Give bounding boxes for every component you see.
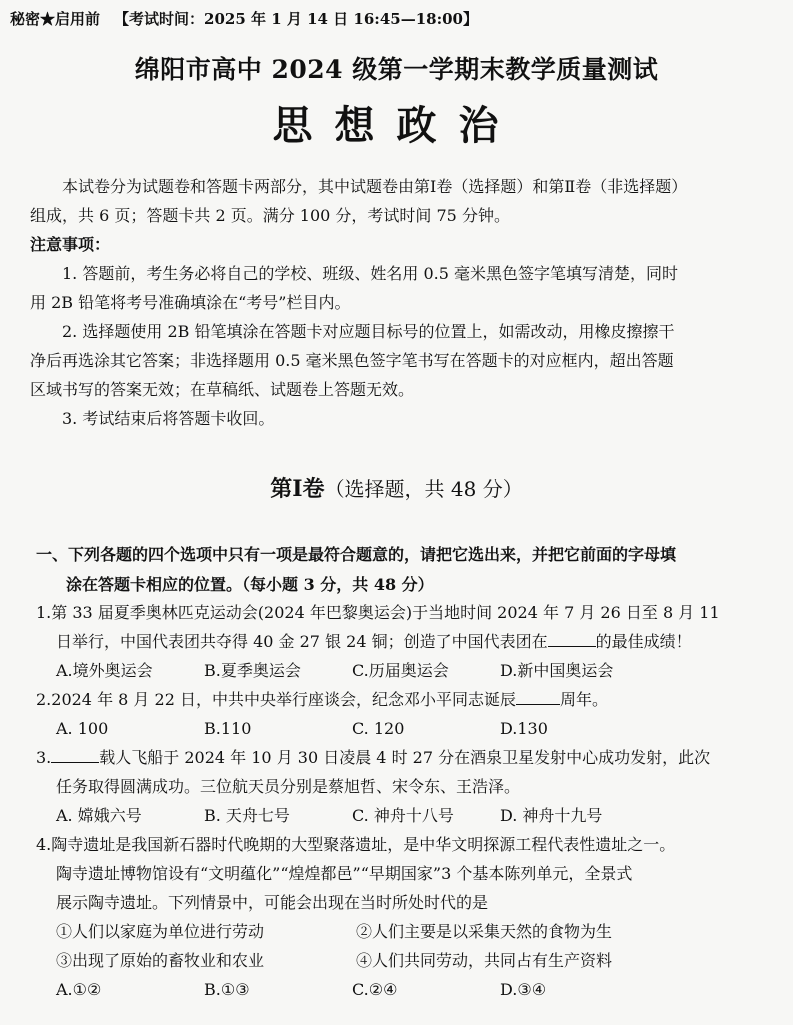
answer-blank [51,748,99,763]
option-a: A.①② [56,980,102,999]
options-row [36,714,776,743]
notes-title: 注意事项： [30,235,111,254]
option-c: C. 120 [352,719,405,738]
option-a: A.境外奥运会 [56,661,153,680]
question-stem: 4.陶寺遗址是我国新石器时代晚期的大型聚落遗址，是中华文明探源工程代表性遗址之一。 [36,835,676,854]
question-stem: 陶寺遗址博物馆设有“文明蕴化”“煌煌都邑”“早期国家”3 个基本陈列单元，全景式 [56,864,633,883]
question-stem: 任务取得圆满成功。三位航天员分别是蔡旭哲、宋令东、王浩泽。 [56,777,521,796]
option-c: C.②④ [352,980,398,999]
note-2: 2. 选择题使用 2B 铅笔填涂在答题卡对应题目标号的位置上，如需改动，用橡皮擦擦干 [62,322,675,341]
intro-line: 本试卷分为试题卷和答题卡两部分，其中试题卷由第Ⅰ卷（选择题）和第Ⅱ卷（非选择题） [62,177,688,196]
options-row [36,975,776,1004]
part-instructions [36,540,776,600]
answer-blank [548,632,596,647]
option-c: C. 神舟十八号 [352,806,454,825]
statement-2: ②人们主要是以采集天然的食物为生 [356,922,613,941]
note-2-cont: 净后再选涂其它答案；非选择题用 0.5 毫米黑色签字笔书写在答题卡的对应框内，超出答题 [30,351,674,370]
exam-time: 【考试时间：2025 年 1 月 14 日 16:45—18:00】 [114,10,478,28]
options-row [36,801,776,830]
option-b: B. 天舟七号 [204,806,290,825]
question-2 [36,685,776,743]
option-d: D. 神舟十九号 [500,806,603,825]
option-a: A. 100 [56,719,109,738]
option-d: D.130 [500,719,548,738]
statement-4: ④人们共同劳动，共同占有生产资料 [356,951,613,970]
statement-3: ③出现了原始的畜牧业和农业 [56,951,265,970]
statement-1: ①人们以家庭为单位进行劳动 [56,922,265,941]
option-d: D.③④ [500,980,547,999]
statement-list [36,917,776,975]
note-2-cont: 区域书写的答案无效；在草稿纸、试题卷上答题无效。 [30,380,415,399]
note-1: 1. 答题前，考生务必将自己的学校、班级、姓名用 0.5 毫米黑色签字笔填写清楚，同时 [62,264,678,283]
question-4 [36,830,776,1004]
question-stem: 3. 载人飞船于 2024 年 10 月 30 日凌晨 4 时 27 分在酒泉卫星发射中心成功发射，此次 [36,748,711,767]
option-c: C.历届奥运会 [352,661,449,680]
part-line: 一、下列各题的四个选项中只有一项是最符合题意的，请把它选出来，并把它前面的字母填 [36,545,677,564]
question-3 [36,743,776,830]
section-title [0,472,793,503]
question-stem: 1.第 33 届夏季奥林匹克运动会(2024 年巴黎奥运会)于当地时间 2024 年 7 月 26 日至 8 月 11 [36,603,720,622]
secret-label: 秘密★启用前 [10,10,101,28]
option-b: B.①③ [204,980,250,999]
note-1-cont: 用 2B 铅笔将考号准确填涂在“考号”栏目内。 [30,293,351,312]
question-stem: 日举行，中国代表团共夺得 40 金 27 银 24 铜；创造了中国代表团在 的最佳成绩！ [56,632,692,651]
option-d: D.新中国奥运会 [500,661,614,680]
subject-title: 思想政治 [272,102,521,149]
section-name: 第Ⅰ卷 [270,476,325,502]
question-stem: 展示陶寺遗址。下列情景中，可能会出现在当时所处时代的是 [56,893,489,912]
part-line: 涂在答题卡相应的位置。（每小题 3 分，共 48 分） [66,575,434,594]
options-row [36,656,776,685]
answer-blank [516,690,560,705]
question-stem: 2.2024 年 8 月 22 日，中共中央举行座谈会，纪念邓小平同志诞辰 周年。 [36,690,608,709]
exam-title: 绵阳市高中 2024 级第一学期末教学质量测试 [134,55,659,84]
intro-line: 组成，共 6 页；答题卡共 2 页。满分 100 分，考试时间 75 分钟。 [30,206,510,225]
option-b: B.夏季奥运会 [204,661,301,680]
option-b: B.110 [204,719,252,738]
question-1 [36,598,776,685]
intro-block [30,172,770,433]
exam-header [10,8,478,29]
option-a: A. 嫦娥六号 [56,806,142,825]
note-3: 3. 考试结束后将答题卡收回。 [62,409,275,428]
section-subtitle: （选择题，共 48 分） [324,477,523,501]
question-list [36,598,776,1004]
